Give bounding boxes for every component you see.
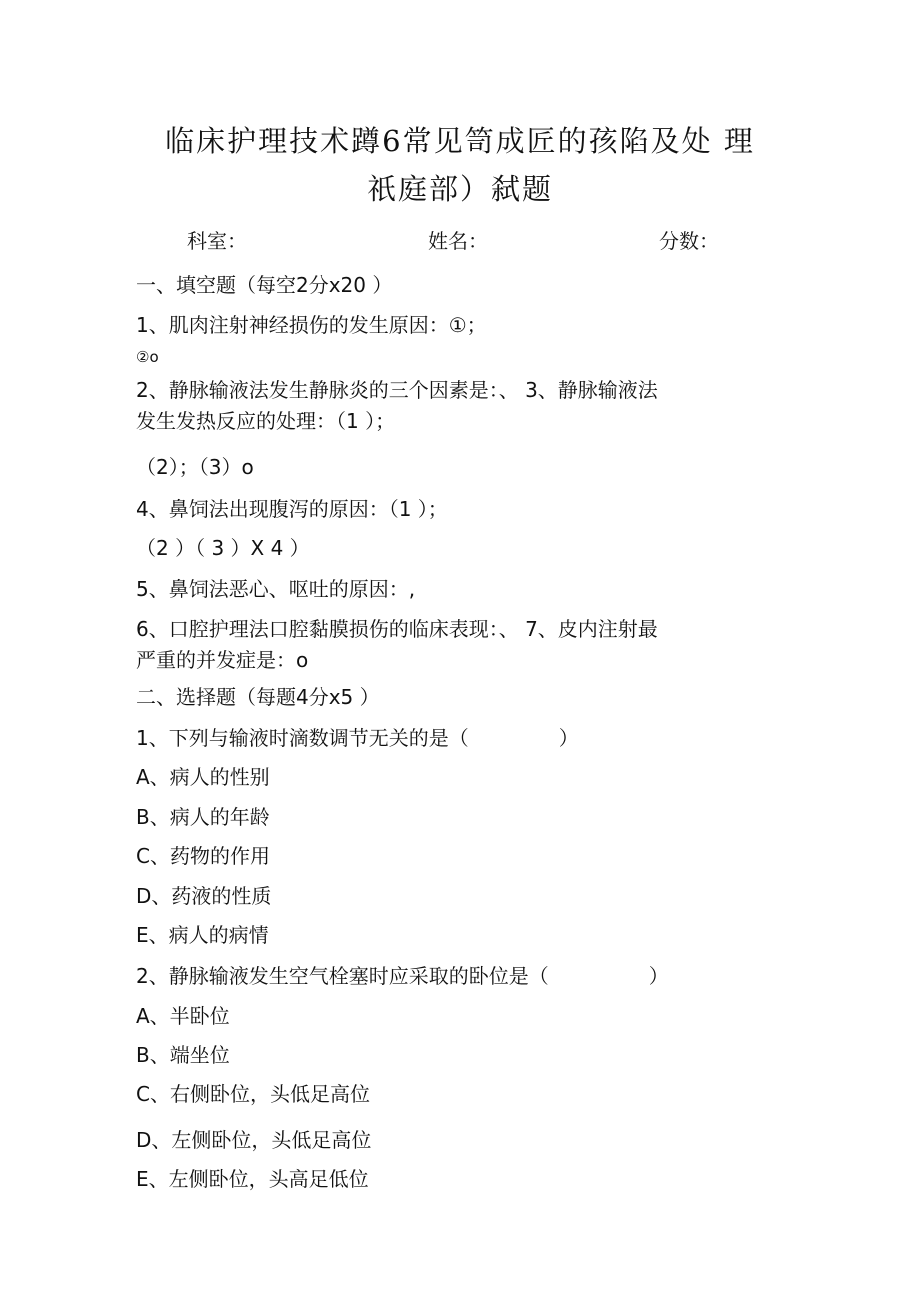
fill-blank-line-5: （2）；（3）o bbox=[136, 455, 254, 479]
fill-blank-line-2: ②o bbox=[136, 348, 159, 366]
fill-blank-line-7: （2 ）（ 3 ）X 4 ） bbox=[136, 536, 310, 560]
question-2-stem bbox=[136, 963, 669, 989]
fill-blank-line-4: 发生发热反应的处理：（1 ）； bbox=[136, 409, 396, 433]
fill-blank-line-1: 1、肌肉注射神经损伤的发生原因：①； bbox=[136, 313, 487, 337]
section2-heading: 二、选择题（每题4分x5 ） bbox=[136, 685, 380, 709]
question-2-stem-close: ） bbox=[648, 964, 669, 988]
question-1-stem-text: 1、下列与输液时滴数调节无关的是（ bbox=[136, 726, 469, 750]
fill-blank-line-8: 5、鼻饲法恶心、呕吐的原因：, bbox=[136, 577, 416, 601]
question-1-stem-close: ） bbox=[558, 726, 579, 750]
question-2-stem-text: 2、静脉输液发生空气栓塞时应采取的卧位是（ bbox=[136, 964, 549, 988]
fill-blank-line-3: 2、静脉输液法发生静脉炎的三个因素是：、 3、静脉输液法 bbox=[136, 378, 658, 402]
question-2-option-c: C、右侧卧位，头低足高位 bbox=[136, 1082, 370, 1106]
exam-title-line1: 临床护理技术蹲6常见笥成匠的孩陷及处 理 bbox=[165, 124, 755, 158]
question-2-option-b: B、端坐位 bbox=[136, 1043, 230, 1067]
fill-blank-line-9: 6、口腔护理法口腔黏膜损伤的临床表现：、 7、皮内注射最 bbox=[136, 617, 658, 641]
question-1-option-a: A、病人的性别 bbox=[136, 765, 270, 789]
question-1-option-c: C、药物的作用 bbox=[136, 844, 270, 868]
question-1-option-d: D、药液的性质 bbox=[136, 884, 272, 908]
question-2-option-a: A、半卧位 bbox=[136, 1004, 230, 1028]
name-field-label: 姓名： bbox=[428, 229, 488, 253]
question-1-option-b: B、病人的年龄 bbox=[136, 805, 270, 829]
score-field-label: 分数： bbox=[659, 229, 719, 253]
question-2-option-e: E、左侧卧位，头高足低位 bbox=[136, 1167, 369, 1191]
department-field-label: 科室： bbox=[187, 229, 247, 253]
question-1-option-e: E、病人的病情 bbox=[136, 923, 269, 947]
section1-heading: 一、填空题（每空2分x20 ） bbox=[136, 273, 393, 297]
fill-blank-line-10: 严重的并发症是：o bbox=[136, 648, 309, 672]
question-1-stem bbox=[136, 725, 579, 751]
question-2-option-d: D、左侧卧位，头低足高位 bbox=[136, 1128, 372, 1152]
fill-blank-line-6: 4、鼻饲法出现腹泻的原因：（1 ）； bbox=[136, 497, 448, 521]
exam-title-line2: 祇庭部）弑题 bbox=[366, 172, 553, 206]
